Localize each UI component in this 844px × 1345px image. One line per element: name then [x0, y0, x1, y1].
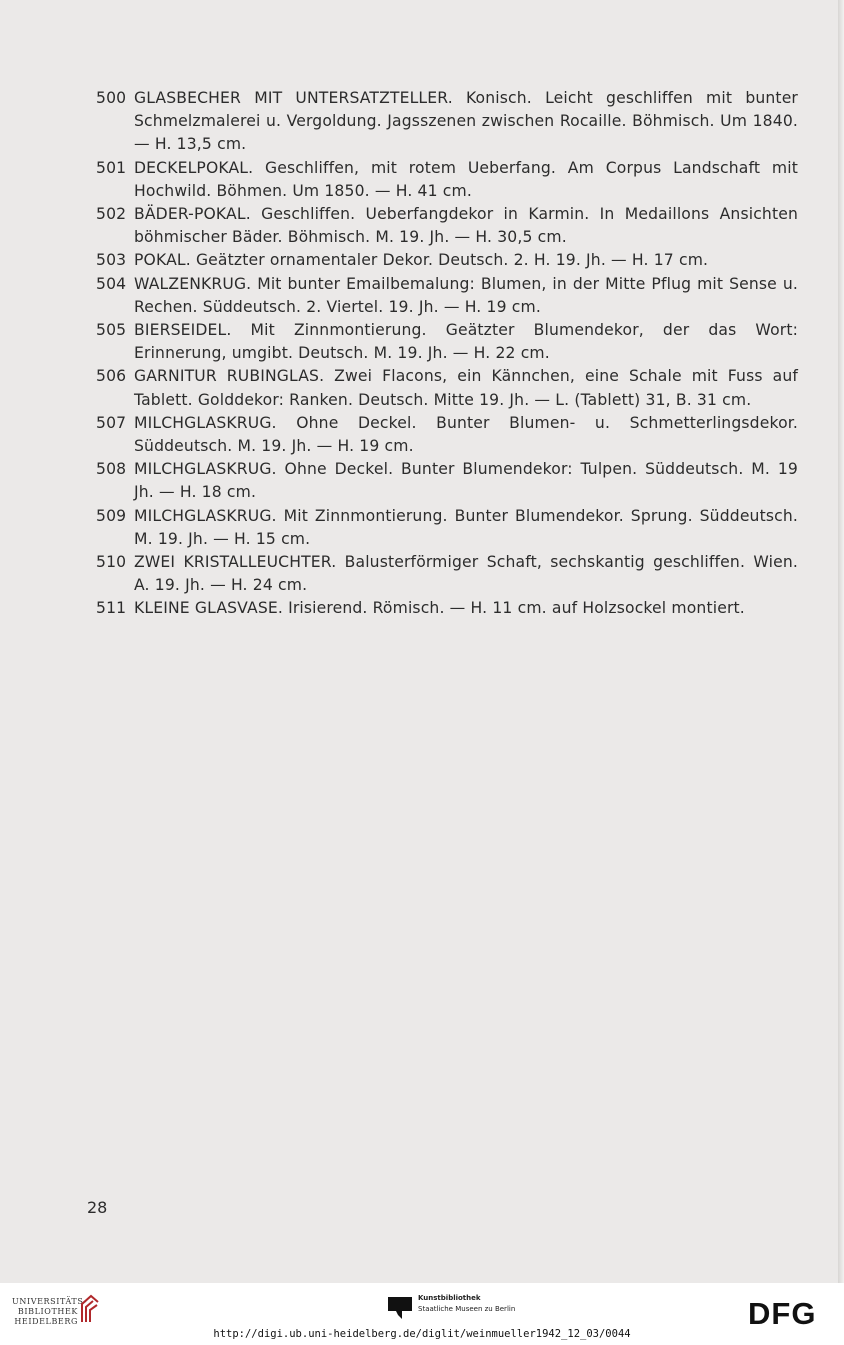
entry-text: GLASBECHER MIT UNTERSATZTELLER. Konisch. Leicht geschliffen mit bunter Schmelzmalerei u. Vergoldung. Jagsszenen zwischen Rocaille. Böhmisch. Um 1840. — H. 13,5 cm.	[134, 89, 798, 154]
entry-number: 506	[96, 367, 127, 386]
entry-number: 500	[96, 89, 127, 107]
ub-heidelberg-logo-icon	[79, 1292, 101, 1326]
entry-text: MILCHGLASKRUG. Ohne Deckel. Bunter Blumendekor: Tulpen. Süddeutsch. M. 19 Jh. — H. 18 cm.	[134, 460, 798, 502]
page-edge-shadow	[838, 0, 844, 1283]
entry-number: 503	[96, 251, 127, 270]
catalog-entry-506	[96, 365, 798, 411]
catalog-entry-503	[96, 249, 798, 272]
entry-number: 502	[96, 205, 127, 224]
library-line: BIBLIOTHEK	[17, 1307, 78, 1316]
kunstbibliothek-title: Kunstbibliothek	[418, 1294, 481, 1302]
entry-number: 510	[96, 553, 127, 572]
entry-text: BIERSEIDEL. Mit Zinnmontierung. Geätzter Blumendekor, der das Wort: Erinnerung, umgibt. Deutsch. M. 19. Jh. — H. 22 cm.	[134, 321, 798, 363]
catalog-entry-502	[96, 203, 798, 249]
digitization-footer	[0, 1283, 844, 1345]
entry-number: 505	[96, 321, 127, 340]
entry-text: BÄDER-POKAL. Geschliffen. Ueberfangdekor in Karmin. In Medaillons Ansichten böhmischer Bäder. Böhmisch. M. 19. Jh. — H. 30,5 cm.	[134, 205, 798, 247]
entry-text: ZWEI KRISTALLEUCHTER. Balusterförmiger Schaft, sechskantig geschliffen. Wien. A. 19. Jh. — H. 24 cm.	[134, 553, 798, 595]
entry-text: POKAL. Geätzter ornamentaler Dekor. Deutsch. 2. H. 19. Jh. — H. 17 cm.	[134, 251, 709, 270]
catalog-entry-500	[96, 87, 798, 157]
entry-number: 509	[96, 506, 127, 525]
entry-text: MILCHGLASKRUG. Ohne Deckel. Bunter Blumen- u. Schmetterlingsdekor. Süddeutsch. M. 19. Jh. — H. 19 cm.	[134, 413, 798, 456]
kunstbibliothek-label	[418, 1293, 515, 1315]
entry-text: WALZENKRUG. Mit bunter Emailbemalung: Blumen, in der Mitte Pflug mit Sense u. Rechen. Süddeutsch. 2. Viertel. 19. Jh. — H. 19 cm.	[134, 274, 798, 316]
kunstbibliothek-subtitle: Staatliche Museen zu Berlin	[418, 1305, 516, 1313]
entry-text: MILCHGLASKRUG. Mit Zinnmontierung. Bunter Blumendekor. Sprung. Süddeutsch. M. 19. Jh. — H. 15 cm.	[134, 506, 798, 548]
catalog-entry-504	[96, 273, 798, 319]
entry-number: 501	[96, 158, 127, 177]
library-line: UNIVERSITÄTS-	[12, 1297, 88, 1306]
library-line: HEIDELBERG	[14, 1317, 78, 1326]
catalog-entries	[96, 87, 798, 621]
kunstbibliothek-logo-icon	[388, 1297, 412, 1319]
catalog-entry-501	[96, 157, 798, 203]
university-library-label	[12, 1297, 88, 1327]
entry-text: KLEINE GLASVASE. Irisierend. Römisch. — H. 11 cm. auf Holzsockel montiert.	[134, 599, 745, 618]
source-url[interactable]: http://digi.ub.uni-heidelberg.de/diglit/weinmueller1942_12_03/0044	[213, 1328, 631, 1340]
catalog-entry-507	[96, 412, 798, 458]
entry-number: 511	[96, 599, 127, 618]
entry-text: DECKELPOKAL. Geschliffen, mit rotem Ueberfang. Am Corpus Landschaft mit Hochwild. Böhmen. Um 1850. — H. 41 cm.	[134, 158, 798, 200]
page-number: 28	[87, 1198, 108, 1217]
catalog-entry-505	[96, 319, 798, 365]
dfg-logo	[748, 1298, 832, 1328]
catalog-entry-509	[96, 505, 798, 551]
entry-number: 508	[96, 460, 127, 479]
entry-number: 504	[96, 274, 127, 293]
catalog-entry-508	[96, 458, 798, 504]
catalog-entry-510	[96, 551, 798, 597]
entry-number: 507	[96, 413, 127, 432]
catalog-entry-511	[96, 597, 798, 620]
entry-text: GARNITUR RUBINGLAS. Zwei Flacons, ein Kännchen, eine Schale mit Fuss auf Tablett. Golddekor: Ranken. Deutsch. Mitte 19. Jh. — L. (Tablett) 31, B. 31 cm.	[134, 367, 798, 409]
dfg-logo-text: DFG	[748, 1298, 817, 1328]
